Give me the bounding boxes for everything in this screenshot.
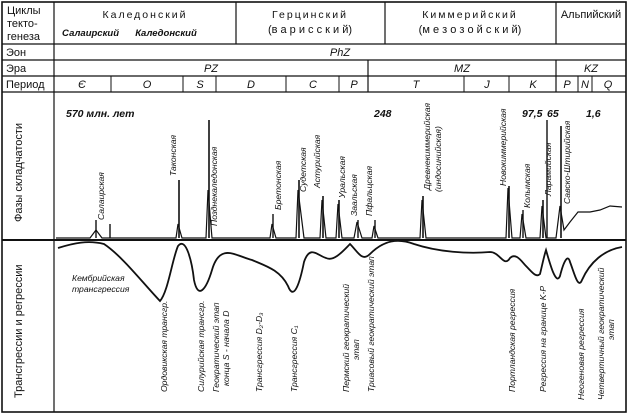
period-neogene: N bbox=[581, 79, 589, 91]
event-transgr-c1: Трансгрессия C₁ bbox=[289, 325, 299, 392]
row-label-eon: Эон bbox=[6, 47, 27, 59]
period-devonian: D bbox=[247, 79, 255, 91]
event-cambrian-transgr-2: трансгрессия bbox=[72, 284, 130, 294]
phase-ural: Уральская bbox=[337, 156, 347, 198]
period-quaternary: Q bbox=[603, 79, 613, 91]
event-geocratic-s-d-1: Геократический этап bbox=[211, 302, 221, 392]
cycle-cimmerian: Киммерийский bbox=[422, 9, 518, 21]
cycle-hercynian-alt: (в а р и с с к и й) bbox=[267, 24, 353, 36]
phase-asturian: Астурийская bbox=[312, 134, 322, 188]
event-quaternary-geocratic-2: этап bbox=[606, 319, 616, 340]
period-triassic: T bbox=[412, 79, 420, 91]
phase-saal: Заальская bbox=[349, 174, 359, 216]
period-ordovician: O bbox=[142, 79, 152, 91]
period-silurian: S bbox=[196, 79, 204, 91]
event-transgr-d2-d3: Трансгрессия D₂-D₃ bbox=[254, 312, 264, 392]
row-label-phases: Фазы складчатости bbox=[13, 122, 25, 222]
periods-row bbox=[78, 79, 613, 91]
era-kz: KZ bbox=[583, 63, 599, 75]
phase-indosinian: (индосинийская) bbox=[433, 126, 443, 192]
age-1-6: 1,6 bbox=[586, 108, 601, 120]
event-quaternary-geocratic-1: Четвертичный геократический bbox=[596, 267, 606, 400]
cycle-caledonian: Каледонский bbox=[102, 9, 188, 21]
event-permian-geocratic-1: Пермский геократический bbox=[341, 283, 351, 392]
event-labels bbox=[72, 256, 616, 400]
event-ordovician-transgr: Ордовикская трансгр. bbox=[159, 300, 169, 392]
phase-early-cimmerian: Древнекиммерийская bbox=[422, 102, 432, 190]
row-label-cycles-2: текто- bbox=[7, 18, 38, 30]
row-label-cycles-3: генеза bbox=[7, 31, 40, 43]
event-k-p-regression: Регрессия на границе K-P bbox=[538, 285, 548, 392]
row-label-transgressions: Трансгрессии и регрессии bbox=[13, 264, 25, 398]
phase-kolyma: Колымская bbox=[522, 163, 532, 208]
row-label-period: Период bbox=[6, 79, 45, 91]
phase-pfalz: Пфальцская bbox=[364, 165, 374, 216]
cycle-alpine: Альпийский bbox=[560, 9, 622, 21]
period-cretaceous: K bbox=[529, 79, 537, 91]
event-triassic-geocratic: Триасовый геократический этап bbox=[366, 256, 376, 392]
phase-salair: Салаирская bbox=[96, 172, 106, 220]
event-permian-geocratic-2: этап bbox=[351, 339, 361, 360]
phase-new-cimmerian: Новокиммерийская bbox=[498, 108, 508, 186]
row-label-era: Эра bbox=[6, 63, 27, 75]
era-mz: MZ bbox=[454, 63, 470, 75]
cycle-hercynian: Герцинский bbox=[272, 9, 348, 21]
event-silurian-transgr: Силурийская трансгр. bbox=[196, 300, 206, 392]
era-pz: PZ bbox=[203, 63, 219, 75]
period-cambrian: Є bbox=[78, 79, 86, 91]
event-geocratic-s-d-2: конца S - начала D bbox=[221, 310, 231, 386]
event-neogene-regression: Неогеновая регрессия bbox=[576, 308, 586, 400]
phase-labels bbox=[96, 103, 572, 226]
phase-sava-styrian: Савско-Штирийская bbox=[562, 120, 572, 204]
eon-phz: PhZ bbox=[329, 47, 351, 59]
phase-taconic: Таконская bbox=[168, 134, 178, 176]
cycle-cimmerian-alt: (м е з о з о й с к и й) bbox=[418, 24, 522, 36]
age-65: 65 bbox=[547, 108, 559, 120]
phase-late-caledonian: Позднекаледонская bbox=[209, 146, 219, 226]
event-cambrian-transgr-1: Кембрийская bbox=[72, 273, 125, 283]
period-carboniferous: C bbox=[309, 79, 317, 91]
phase-laramide: Ларамийская bbox=[543, 142, 553, 196]
phase-breton: Бретонская bbox=[273, 160, 283, 210]
cycle-salair-sub: Салаирский bbox=[62, 28, 119, 39]
period-paleogene: P bbox=[563, 79, 571, 91]
cycle-caledonian-sub: Каледонский bbox=[135, 28, 197, 39]
row-label-cycles-1: Циклы bbox=[7, 5, 41, 17]
event-portland-regression: Портландская регрессия bbox=[507, 288, 517, 392]
age-248: 248 bbox=[374, 108, 392, 120]
period-jurassic: J bbox=[484, 79, 490, 91]
age-570: 570 млн. лет bbox=[66, 108, 135, 120]
phase-sudeten: Судетская bbox=[298, 147, 308, 192]
age-97-5: 97,5 bbox=[522, 108, 543, 120]
period-permian: P bbox=[350, 79, 358, 91]
